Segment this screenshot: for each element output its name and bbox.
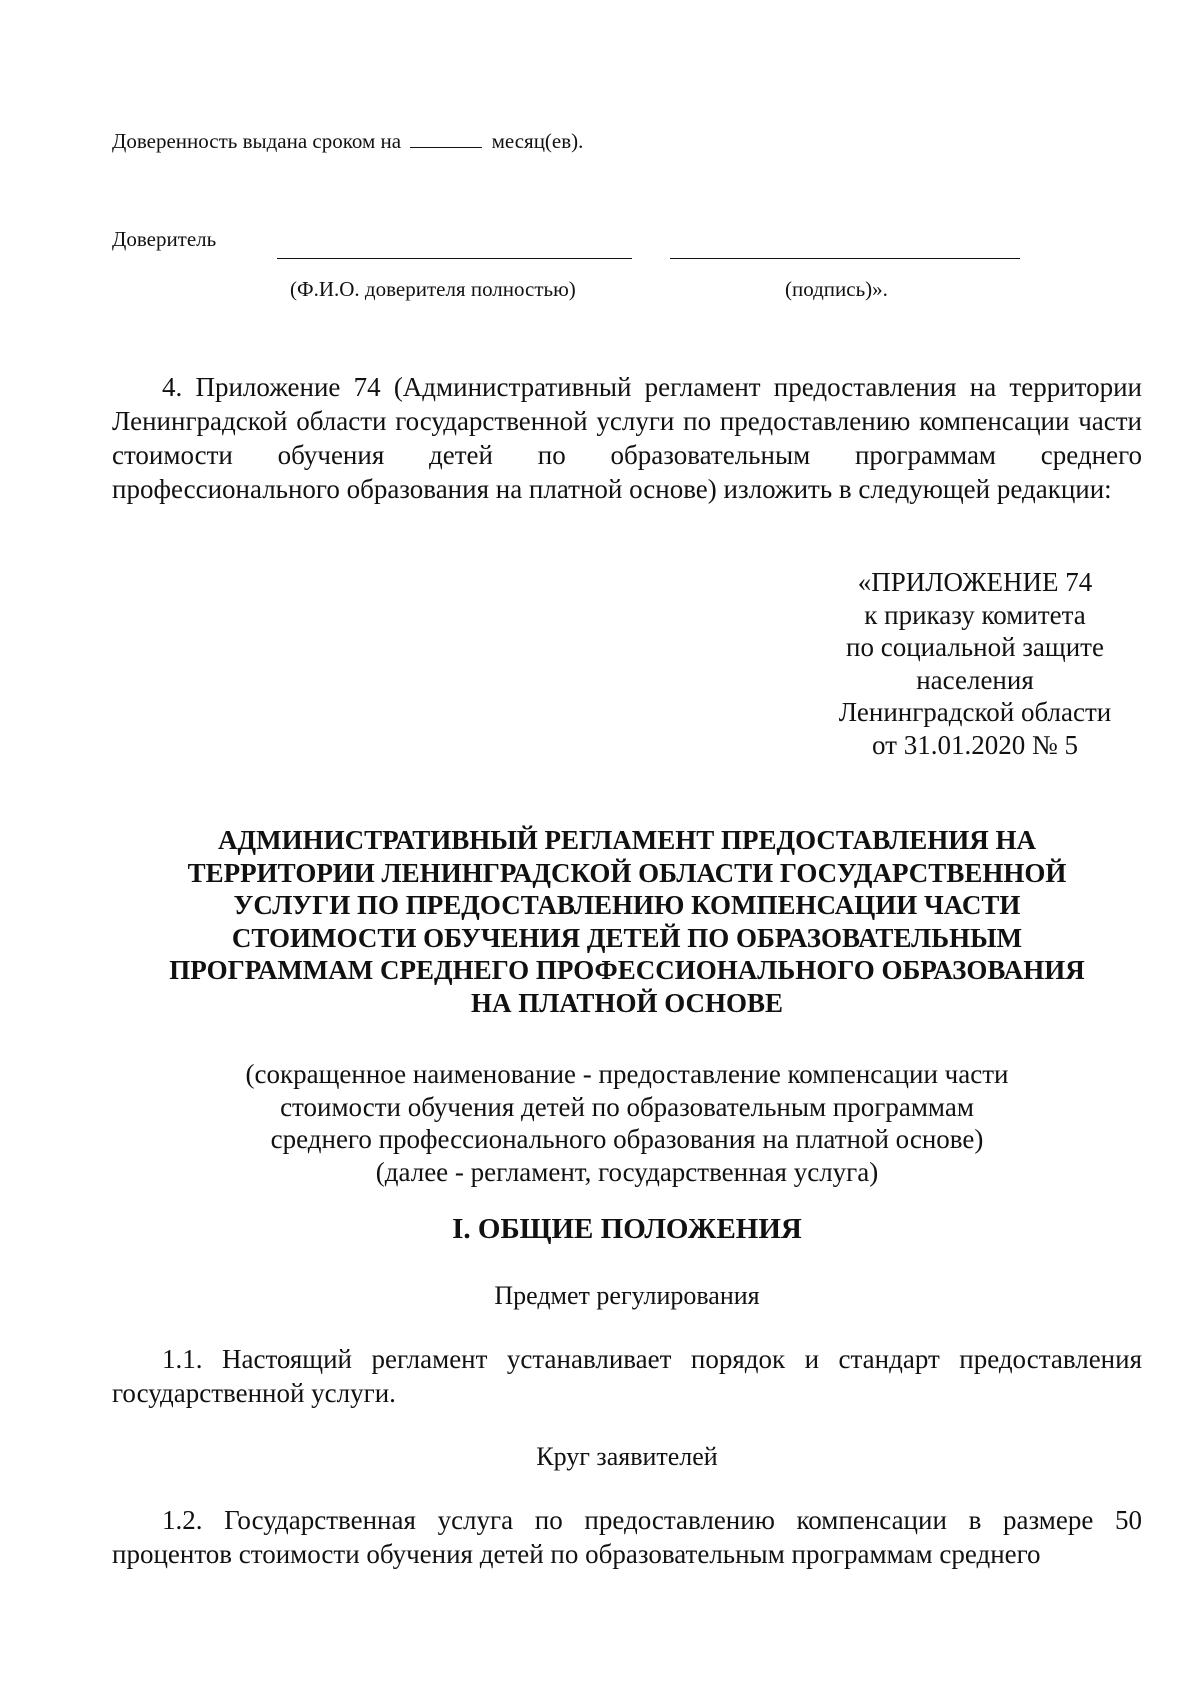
short-name-line: среднего профессионального образования на платной основе) — [270, 1124, 984, 1154]
regulation-title — [112, 824, 1142, 1019]
appendix-line: к приказу комитета — [864, 599, 1086, 630]
paragraph-1-2: 1.2. Государственная услуга по предоставлению компенсации в размере 50 процентов стоимости обучения детей по образовательным программам среднего — [112, 1505, 1142, 1569]
title-line: АДМИНИСТРАТИВНЫЙ РЕГЛАМЕНТ ПРЕДОСТАВЛЕНИЯ НА — [218, 825, 1036, 855]
short-name-block — [112, 1058, 1142, 1188]
appendix-block — [810, 566, 1140, 761]
title-line: СТОИМОСТИ ОБУЧЕНИЯ ДЕТЕЙ ПО ОБРАЗОВАТЕЛЬНЫМ — [231, 922, 1023, 953]
appendix-line: Ленинградской области — [838, 697, 1112, 727]
proxy-term-line — [112, 128, 583, 154]
title-line: УСЛУГИ ПО ПРЕДОСТАВЛЕНИЮ КОМПЕНСАЦИИ ЧАСТИ — [233, 890, 1021, 920]
section-title: I. ОБЩИЕ ПОЛОЖЕНИЯ — [452, 1213, 802, 1245]
short-name-line: (сокращенное наименование - предоставление компенсации части — [245, 1059, 1009, 1089]
item-4-paragraph: 4. Приложение 74 (Административный регламент предоставления на территории Ленинградской области государственной услуги по предоставлению компенсации части стоимости обучения детей по образовательным программам среднего профессионального образования на платной основе) изложить в следующей редакции: — [112, 372, 1142, 504]
appendix-line: «ПРИЛОЖЕНИЕ 74 — [857, 567, 1093, 597]
proxy-term-suffix: месяц(ев). — [491, 129, 584, 153]
applicants-heading: Круг заявителей — [536, 1442, 718, 1471]
signature-caption: (подпись)». — [785, 277, 888, 301]
proxy-term-blank — [410, 129, 482, 148]
appendix-line: населения — [916, 664, 1034, 695]
title-line: ПРОГРАММАМ СРЕДНЕГО ПРОФЕССИОНАЛЬНОГО ОБРАЗОВАНИЯ — [169, 955, 1085, 985]
subject-heading: Предмет регулирования — [494, 1281, 760, 1310]
title-line: НА ПЛАТНОЙ ОСНОВЕ — [470, 987, 784, 1018]
fio-signature-line — [277, 258, 632, 259]
short-name-line: стоимости обучения детей по образовательным программам — [280, 1091, 974, 1122]
title-line: ТЕРРИТОРИИ ЛЕНИНГРАДСКОЙ ОБЛАСТИ ГОСУДАРСТВЕННОЙ — [187, 857, 1067, 888]
proxy-term-prefix: Доверенность выдана сроком на — [112, 129, 402, 153]
appendix-line: по социальной защите — [846, 632, 1104, 662]
fio-caption: (Ф.И.О. доверителя полностью) — [290, 277, 576, 301]
appendix-line: от 31.01.2020 № 5 — [872, 729, 1078, 760]
principal-label: Доверитель — [112, 227, 217, 251]
signature-line — [670, 258, 1020, 259]
short-name-line: (далее - регламент, государственная услуга) — [375, 1156, 879, 1187]
paragraph-1-1: 1.1. Настоящий регламент устанавливает порядок и стандарт предоставления государственной услуги. — [112, 1344, 1142, 1408]
